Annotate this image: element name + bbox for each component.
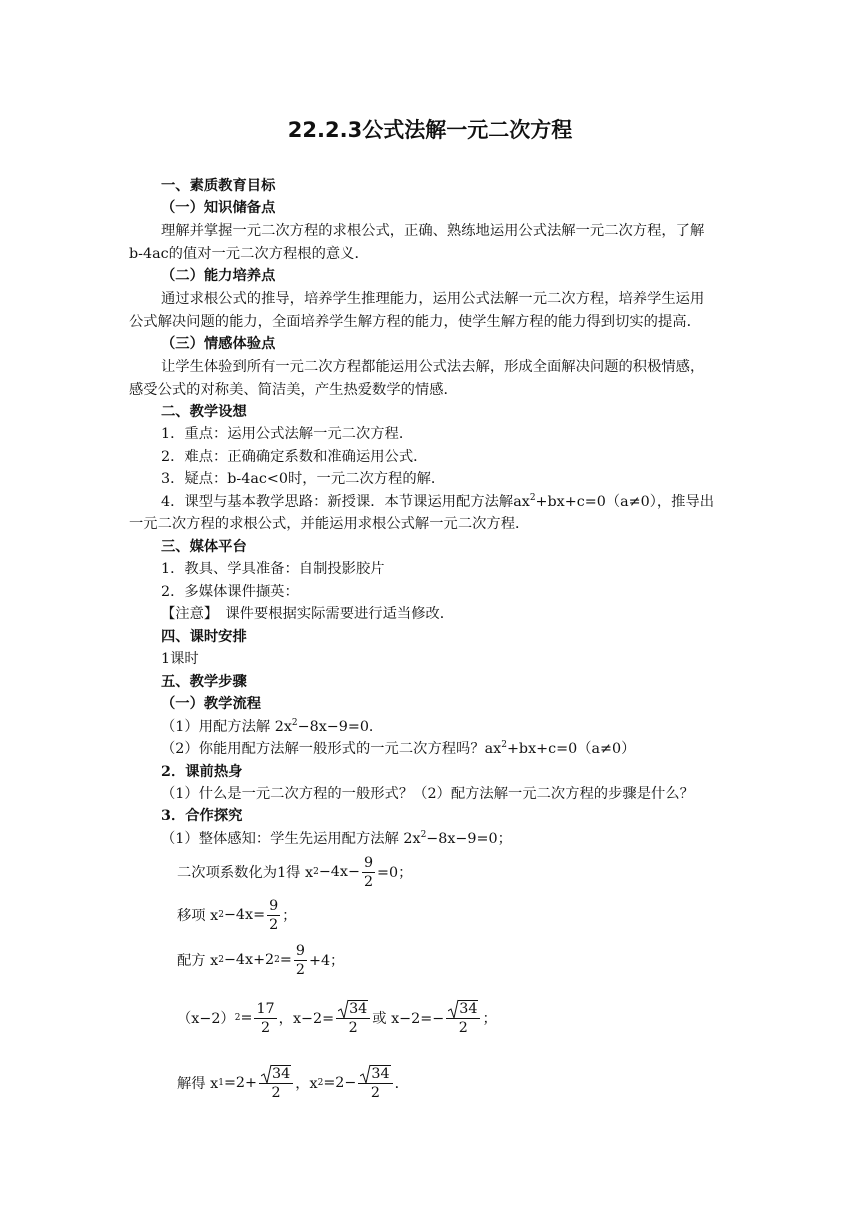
fraction [267,897,280,934]
math-step-1: 二次项系数化为1得 x 2 −4x− $\frac{9}{2}$ =0； [177,854,413,890]
subheading-knowledge: （一）知识储备点 [161,200,276,216]
math-text: ． [394,1076,409,1092]
numerator [259,1065,293,1084]
paragraph-line: 理解并掌握一元二次方程的求根公式，正确、熟练地运用公式法解一元二次方程，了解 [161,223,705,239]
fraction [254,1000,276,1037]
sqrt-sign [448,1000,478,1018]
section-heading-1: 一、素质教育目标 [161,178,276,194]
list-item: 2．多媒体课件撷英： [161,584,299,600]
paragraph-line: 1课时 [161,651,199,667]
numerator: 9 [363,854,374,871]
paragraph-line: 感受公式的对称美、简洁美，产生热爱数学的情感． [129,382,458,398]
superscript: 2 [291,718,298,728]
numerator: 9 [295,942,305,959]
paragraph-line: 通过求根公式的推导，培养学生推理能力，运用公式法解一元二次方程，培养学生运用 [161,291,705,307]
subheading-emotion: （三）情感体验点 [161,336,276,352]
list-item [161,829,512,849]
fraction [294,942,307,979]
list-item: 2．难点：正确确定系数和准确运用公式． [161,449,428,465]
superscript: 2 [529,493,536,503]
text-segment: −8x−9=0． [297,719,384,735]
math-text: 或 x−2=− [372,1011,445,1027]
text-segment: （2）你能用配方法解一般形式的一元二次方程吗？ax [161,741,502,757]
list-item: 1．重点：运用公式法解一元二次方程． [161,426,414,442]
numerator [358,1065,392,1084]
math-text: =2+ [223,1075,257,1091]
numerator [336,1000,370,1019]
list-item [161,492,714,512]
math-text: = [240,1010,253,1026]
section-heading-3: 三、媒体平台 [161,539,247,555]
radicand: 34 [371,1065,390,1082]
note-line: 【注意】 课件要根据实际需要进行适当修改． [161,606,455,622]
math-text: ，x [295,1076,318,1092]
math-step-3: 配方 x 2 −4x+2 2 = $\frac{9}{2}$ +4； [177,942,345,978]
section-heading-2: 二、教学设想 [161,404,247,420]
denominator: 2 [261,1019,271,1036]
numerator [446,1000,480,1019]
subheading-explore: 3．合作探究 [161,808,243,824]
section-heading-4: 四、课时安排 [161,629,247,645]
page-title: 22.2.3公式法解一元二次方程 [287,118,573,142]
fraction [259,1065,293,1102]
paragraph-line: 让学生体验到所有一元二次方程都能运用公式法去解，形成全面解决问题的积极情感， [161,359,705,375]
math-text: 配方 x [177,953,219,969]
list-item: 3．疑点：b-4ac<0时，一元二次方程的解． [161,471,446,487]
math-step-5: 解得 x 1 =2+ $\frac{34}{2}$ ，x 2 =2− $\frac{34}{2}$ ． [177,1065,409,1101]
text-segment: ax [513,494,530,510]
text-segment: −8x−9=0； [426,831,512,847]
denominator: 2 [458,1019,468,1036]
sqrt-sign [261,1065,291,1083]
math-text: （x−2） [177,1011,235,1027]
list-item [161,739,635,759]
sqrt-sign [360,1065,390,1083]
paragraph-line: 公式解决问题的能力，全面培养学生解方程的能力，使学生解方程的能力得到切实的提高． [129,314,701,330]
math-text: ； [282,908,297,924]
math-text: −4x= [223,907,266,923]
denominator: 2 [370,1084,381,1101]
fraction [358,1065,392,1102]
fraction [362,854,375,891]
superscript: 2 [501,740,507,750]
math-text: ； [482,1011,497,1027]
math-text: 移项 x [177,908,219,924]
sqrt-sign [338,1000,368,1018]
list-item: （1）什么是一元二次方程的一般形式？（2）配方法解一元二次方程的步骤是什么？ [161,786,694,802]
denominator: 2 [295,961,305,978]
math-step-4: （x−2） 2 = $\frac{17}{2}$ ，x−2= $\frac{34}{2}$ 或 x−2=− $\frac{34}{2}$ ； [177,1000,497,1036]
radicand: 34 [459,1000,478,1017]
math-text: =0； [377,865,413,881]
math-text: ，x−2= [278,1011,335,1027]
text-segment: （1）用配方法解 2x [161,719,292,735]
denominator: 2 [271,1084,281,1101]
math-step-2: 移项 x 2 −4x= $\frac{9}{2}$ ； [177,897,297,933]
denominator: 2 [348,1019,358,1036]
math-text: 解得 x [177,1076,219,1092]
radicand: 34 [349,1000,368,1017]
numerator: 9 [269,897,279,914]
paragraph-line: b-4ac的值对一元二次方程根的意义． [129,246,369,262]
text-segment: +bx+c=0（a≠0），推导出 [535,494,715,510]
paragraph-line: 一元二次方程的求根公式，并能运用求根公式解一元二次方程． [129,516,530,532]
text-segment: +bx+c=0（a≠0） [506,741,636,757]
subheading-warmup: 2．课前热身 [161,764,243,780]
subheading-flow: （一）教学流程 [161,696,262,712]
section-heading-5: 五、教学步骤 [161,674,247,690]
text-segment: （1）整体感知：学生先运用配方法解 2x [161,831,421,847]
denominator: 2 [269,916,279,933]
subheading-ability: （二）能力培养点 [161,268,276,284]
fraction [336,1000,370,1037]
math-text: −4x− [318,864,360,880]
math-text: 二次项系数化为1得 x [177,865,314,881]
numerator: 17 [256,1000,275,1017]
superscript: 2 [420,830,427,840]
math-text: =2− [323,1075,357,1091]
denominator: 2 [363,873,374,890]
list-item [161,717,383,737]
math-text: −4x+2 [223,952,275,968]
fraction [446,1000,480,1037]
list-item: 1．教具、学具准备：自制投影胶片 [161,561,385,577]
math-text: +4； [308,953,345,969]
text-segment: 4．课型与基本教学思路：新授课．本节课运用配方法解 [161,494,514,510]
radicand: 34 [272,1065,291,1082]
math-text: = [279,952,292,968]
